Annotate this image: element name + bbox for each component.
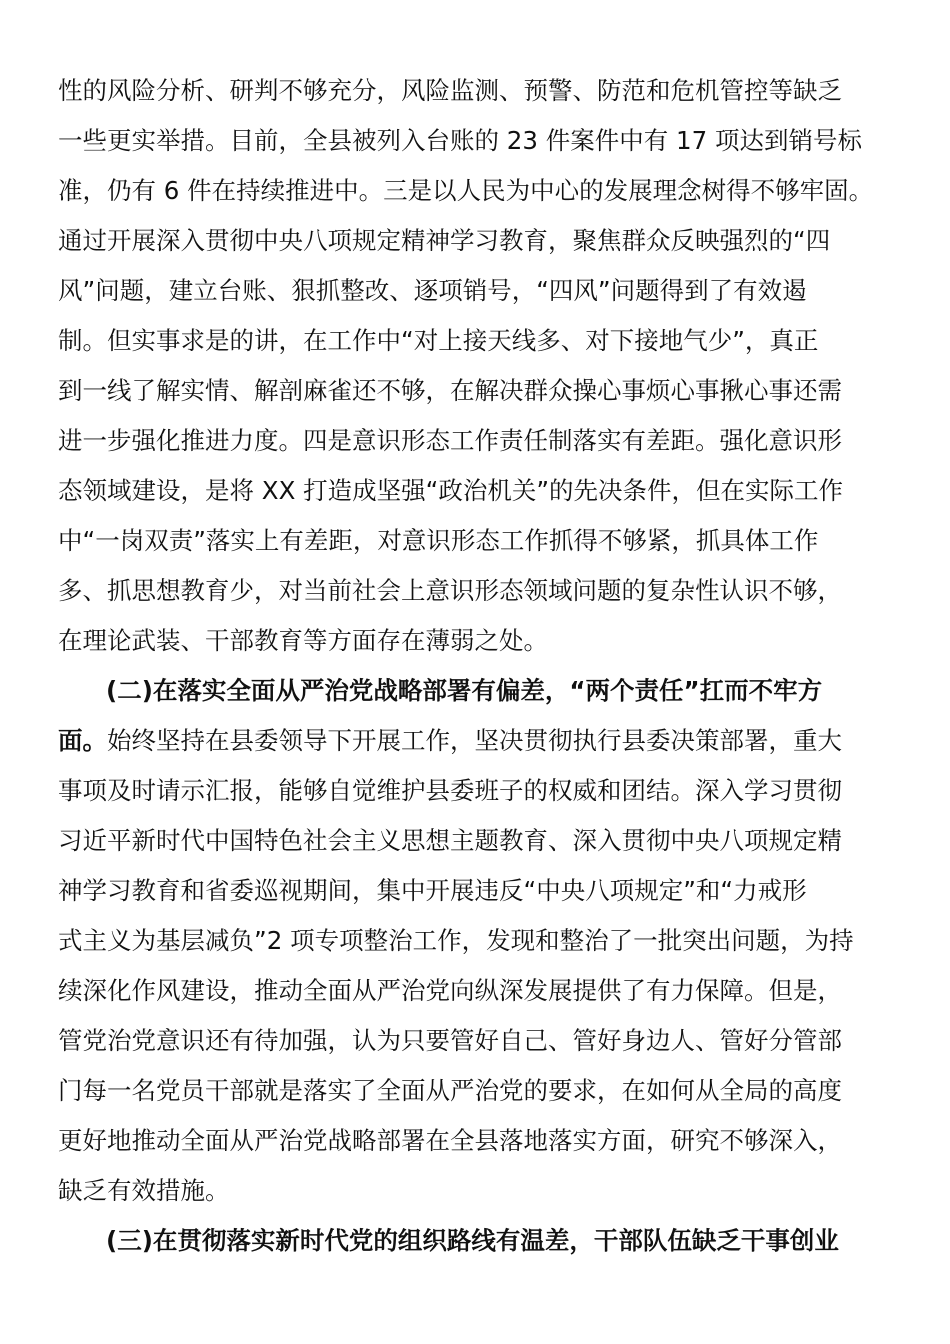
document-page xyxy=(58,66,892,1266)
text-line: 态领域建设，是将 XX 打造成坚强“政治机关”的先决条件，但在实际工作 xyxy=(58,476,844,505)
text-line: 制。但实事求是的讲，在工作中“对上接天线多、对下接地气少”，真正 xyxy=(58,326,819,355)
text-line: 习近平新时代中国特色社会主义思想主题教育、深入贯彻中央八项规定精 xyxy=(58,826,842,855)
text-line: 事项及时请示汇报，能够自觉维护县委班子的权威和团结。深入学习贯彻 xyxy=(58,776,842,805)
text-line: 准，仍有 6 件在持续推进中。三是以人民为中心的发展理念树得不够牢固。 xyxy=(58,176,874,205)
section-heading-tail: 面。 xyxy=(58,726,107,755)
text-line: 进一步强化推进力度。四是意识形态工作责任制落实有差距。强化意识形 xyxy=(58,426,842,455)
text-line: 更好地推动全面从严治党战略部署在全县落地落实方面，研究不够深入， xyxy=(58,1126,842,1155)
text-line: 通过开展深入贯彻中央八项规定精神学习教育，聚焦群众反映强烈的“四 xyxy=(58,226,831,255)
text-line: 一些更实举措。目前，全县被列入台账的 23 件案件中有 17 项达到销号标 xyxy=(58,126,862,155)
text-line-rest: 始终坚持在县委领导下开展工作，坚决贯彻执行县委决策部署，重大 xyxy=(107,726,842,755)
text-line xyxy=(58,716,892,766)
text-line: 管党治党意识还有待加强，认为只要管好自己、管好身边人、管好分管部 xyxy=(58,1026,842,1055)
paragraph-risk-and-ideology xyxy=(58,66,892,666)
text-line: 在理论武装、干部教育等方面存在薄弱之处。 xyxy=(58,626,548,655)
text-line: 多、抓思想教育少，对当前社会上意识形态领域问题的复杂性认识不够， xyxy=(58,576,842,605)
text-line: 续深化作风建设，推动全面从严治党向纵深发展提供了有力保障。但是， xyxy=(58,976,842,1005)
text-line: 门每一名党员干部就是落实了全面从严治党的要求，在如何从全局的高度 xyxy=(58,1076,842,1105)
paragraph-organization-line xyxy=(58,1216,892,1266)
text-line: 式主义为基层减负”2 项专项整治工作，发现和整治了一批突出问题，为持 xyxy=(58,926,854,955)
section-heading: (三)在贯彻落实新时代党的组织路线有温差，干部队伍缺乏干事创业 xyxy=(106,1226,839,1255)
text-line: 风”问题，建立台账、狠抓整改、逐项销号，“四风”问题得到了有效遏 xyxy=(58,276,807,305)
text-line: 到一线了解实情、解剖麻雀还不够，在解决群众操心事烦心事揪心事还需 xyxy=(58,376,842,405)
text-line: 性的风险分析、研判不够充分，风险监测、预警、防范和危机管控等缺乏 xyxy=(58,76,842,105)
section-heading: (二)在落实全面从严治党战略部署有偏差，“两个责任”扛而不牢方 xyxy=(106,676,823,705)
text-line: 中“一岗双责”落实上有差距，对意识形态工作抓得不够紧，抓具体工作 xyxy=(58,526,819,555)
paragraph-party-governance xyxy=(58,666,892,1216)
text-line: 神学习教育和省委巡视期间，集中开展违反“中央八项规定”和“力戒形 xyxy=(58,876,807,905)
text-line: 缺乏有效措施。 xyxy=(58,1176,230,1205)
